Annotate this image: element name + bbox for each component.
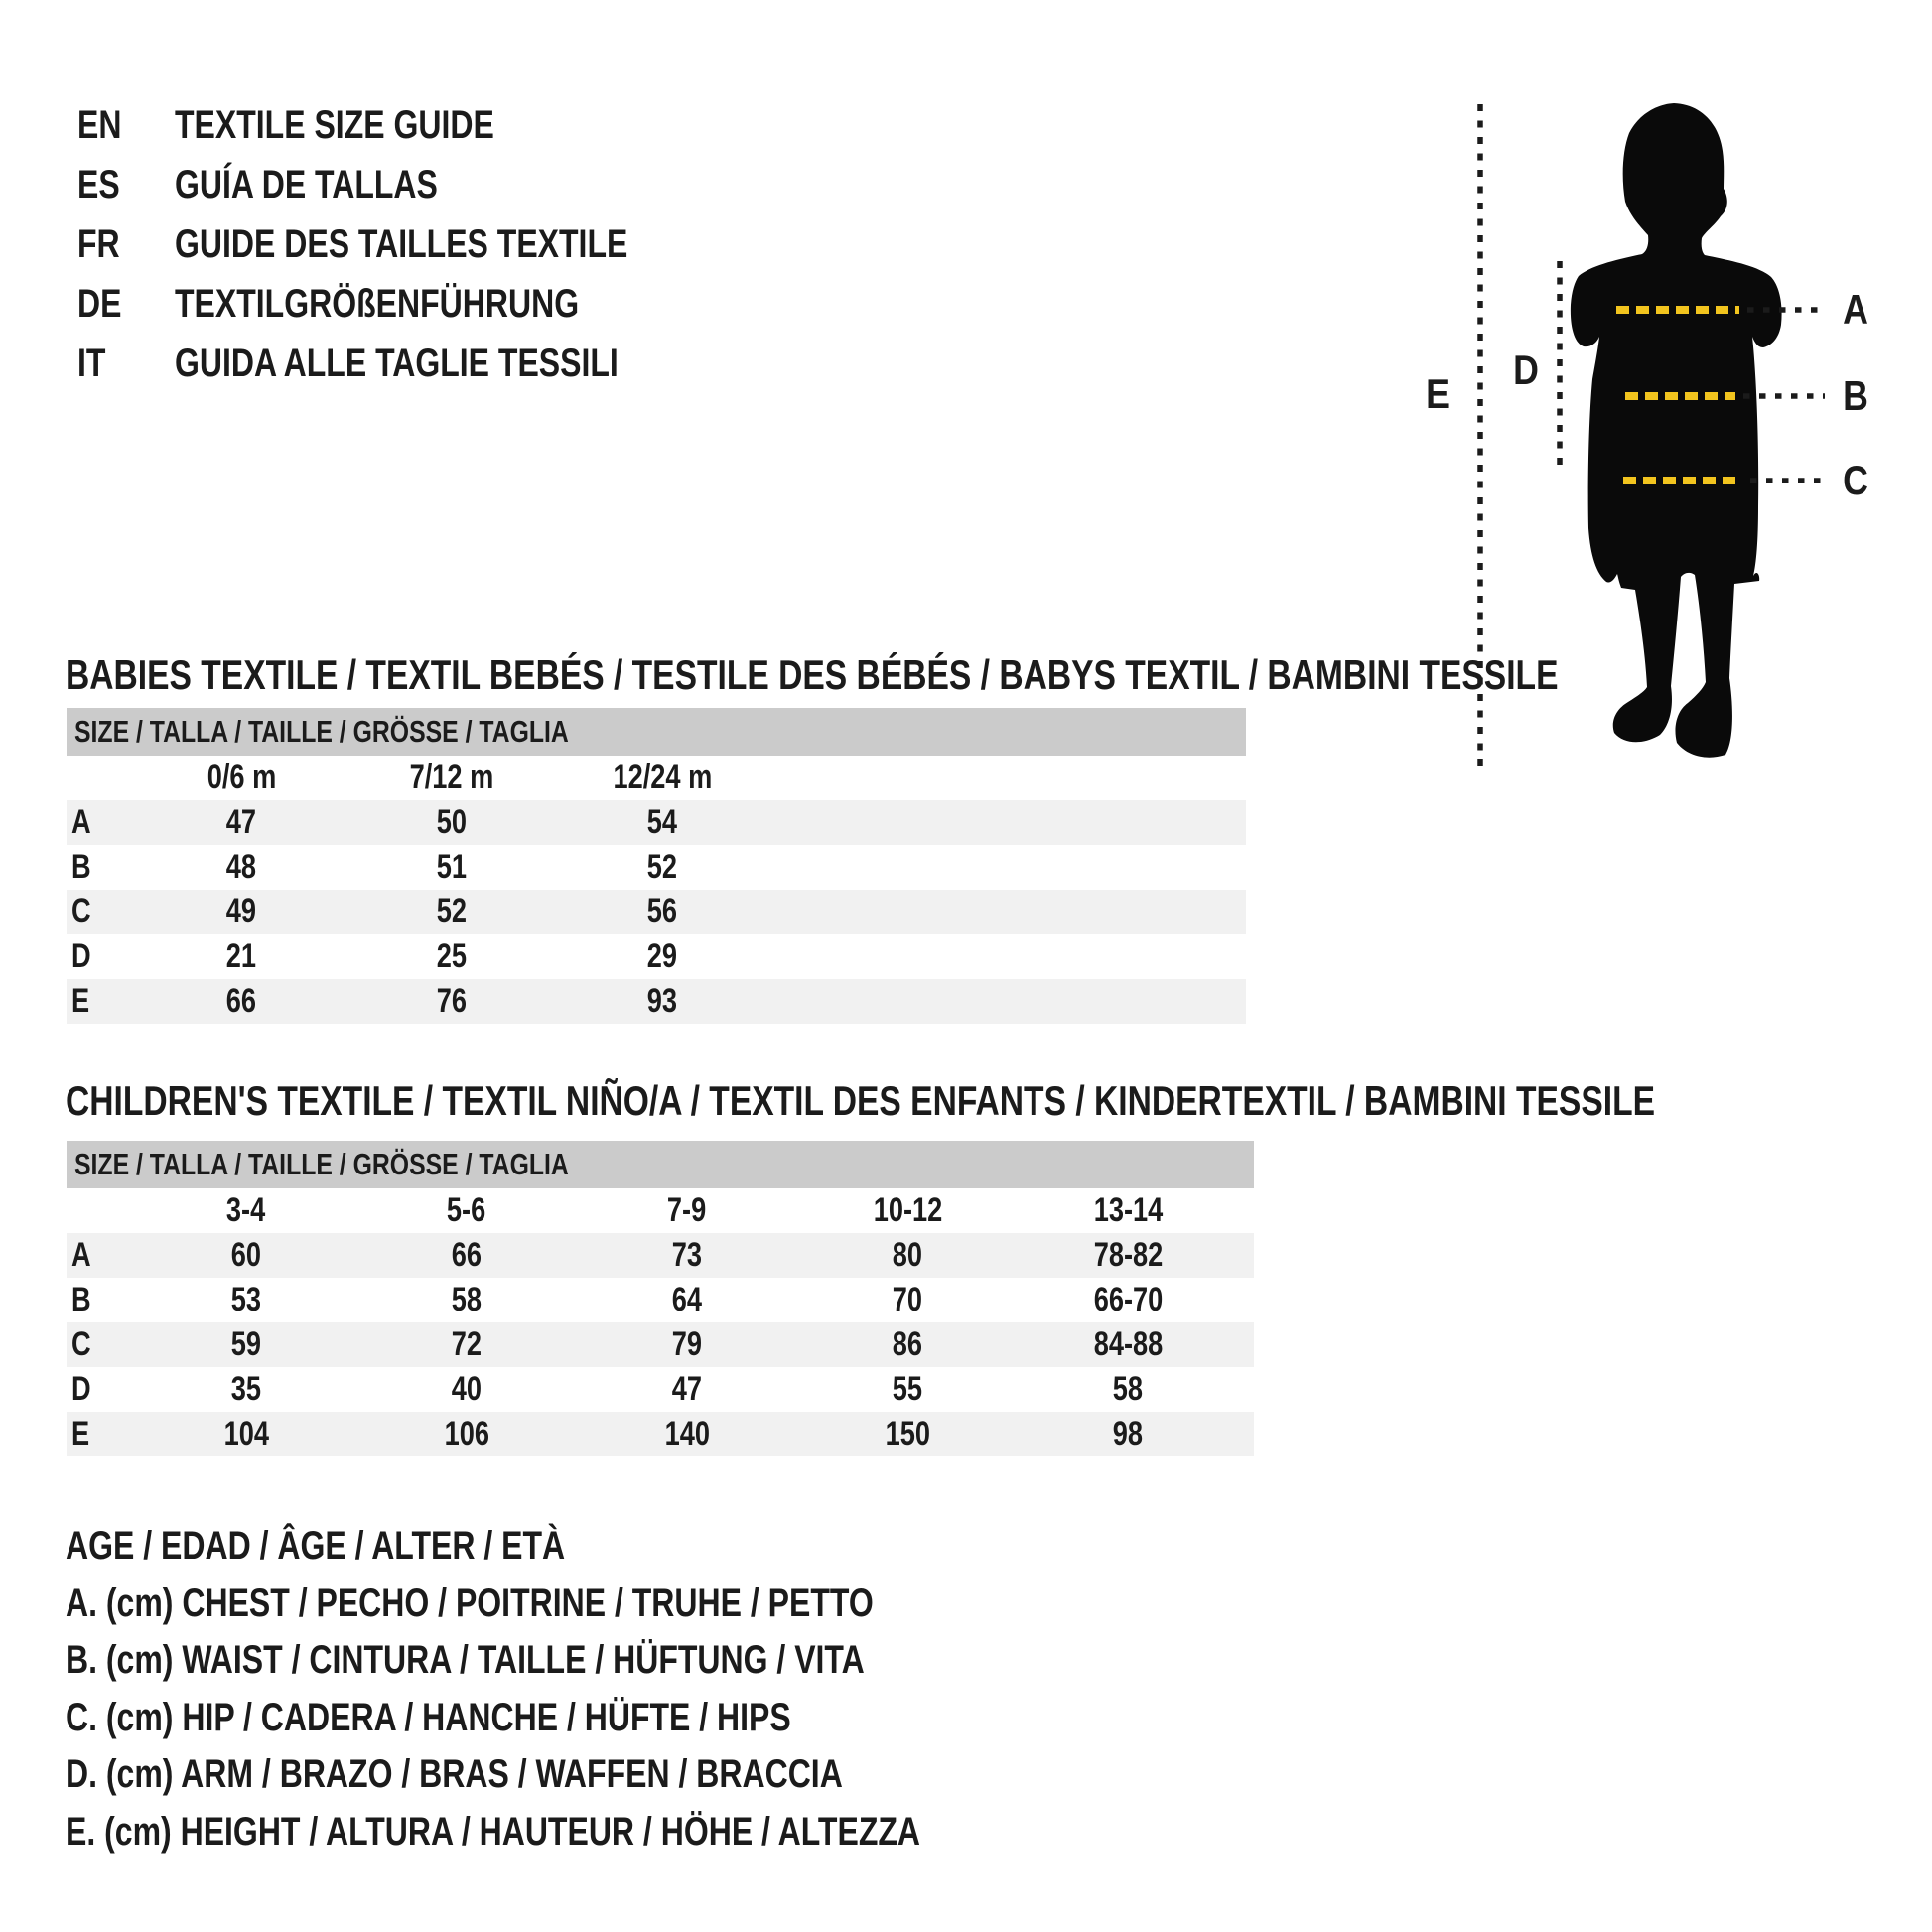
- size-cell: [356, 1415, 577, 1453]
- legend-line-text: AGE / EDAD / ÂGE / ALTER / ETÀ: [66, 1524, 566, 1569]
- row-label: [67, 1281, 136, 1319]
- size-cell: [1018, 1415, 1238, 1453]
- size-cell-value: 86: [892, 1325, 923, 1363]
- size-cell: [557, 848, 767, 887]
- size-cell: [346, 937, 557, 976]
- column-header-text: 7/12 m: [409, 759, 494, 796]
- language-row: [77, 274, 741, 334]
- babies-section-heading-text: BABIES TEXTILE / TEXTIL BEBÉS / TESTILE DES BÉBÉS / BABYS TEXTIL / BAMBINI TESSILE: [66, 651, 1559, 698]
- language-code: [77, 342, 175, 386]
- row-label-text: C: [71, 893, 91, 930]
- row-label: [67, 1325, 136, 1364]
- size-cell: [346, 982, 557, 1021]
- table-row: [67, 1367, 1254, 1412]
- language-title-text: GUIDA ALLE TAGLIE TESSILI: [175, 341, 619, 385]
- size-cell: [557, 937, 767, 976]
- row-label-text: B: [71, 1281, 91, 1318]
- language-code-text: IT: [77, 341, 106, 385]
- size-cell-value: 64: [671, 1281, 703, 1318]
- children-size-table: [67, 1141, 1254, 1456]
- size-cell-value: 66-70: [1093, 1281, 1163, 1318]
- table-row: [67, 1412, 1254, 1456]
- size-cell-value: 140: [664, 1415, 710, 1452]
- size-cell: [136, 1236, 356, 1275]
- column-header-row: [67, 756, 1246, 800]
- size-cell: [797, 1281, 1018, 1319]
- size-cell: [356, 1281, 577, 1319]
- table-row: [67, 890, 1246, 934]
- size-cell-value: 78-82: [1093, 1236, 1163, 1274]
- size-cell-value: 59: [230, 1325, 262, 1363]
- row-label: [67, 893, 136, 931]
- babies-size-table: [67, 708, 1246, 1024]
- language-title: [175, 222, 741, 267]
- language-title-text: TEXTILGRÖßENFÜHRUNG: [175, 281, 580, 326]
- column-header-row: [67, 1188, 1254, 1233]
- row-label: [67, 982, 136, 1021]
- children-section-heading-text: CHILDREN'S TEXTILE / TEXTIL NIÑO/A / TEXTIL DES ENFANTS / KINDERTEXTIL / BAMBINI TESSILE: [66, 1077, 1656, 1124]
- size-cell: [136, 1325, 356, 1364]
- column-header: [136, 1191, 356, 1230]
- size-cell: [356, 1325, 577, 1364]
- column-header-text: 0/6 m: [207, 759, 276, 796]
- size-cell-value: 66: [451, 1236, 483, 1274]
- size-cell: [346, 848, 557, 887]
- language-row: [77, 155, 741, 214]
- language-code-text: FR: [77, 221, 120, 266]
- babies-section-heading: [66, 652, 1931, 698]
- size-cell: [356, 1370, 577, 1409]
- legend-line: [66, 1576, 1134, 1633]
- size-cell-value: 104: [223, 1415, 269, 1452]
- size-cell-value: 72: [451, 1325, 483, 1363]
- size-cell-value: 70: [892, 1281, 923, 1318]
- row-label: [67, 937, 136, 976]
- size-cell: [136, 1281, 356, 1319]
- language-title-text: GUIDE DES TAILLES TEXTILE: [175, 221, 628, 266]
- size-cell-value: 29: [646, 937, 678, 975]
- language-title: [175, 103, 574, 148]
- size-cell: [1018, 1236, 1238, 1275]
- row-label-text: A: [71, 1236, 91, 1274]
- size-cell-value: 40: [451, 1370, 483, 1408]
- row-label-text: E: [71, 1415, 90, 1452]
- marker-label-d: D: [1513, 346, 1539, 393]
- size-cell-value: 35: [230, 1370, 262, 1408]
- marker-label-e: E: [1426, 370, 1449, 417]
- size-cell-value: 150: [885, 1415, 930, 1452]
- table-row: [67, 1233, 1254, 1278]
- table-row: [67, 1278, 1254, 1322]
- row-label: [67, 1236, 136, 1275]
- size-cell: [136, 982, 346, 1021]
- table-row: [67, 800, 1246, 845]
- size-cell-value: 50: [436, 803, 468, 841]
- size-cell-value: 98: [1112, 1415, 1144, 1452]
- size-cell-value: 79: [671, 1325, 703, 1363]
- legend-line-text: B. (cm) WAIST / CINTURA / TAILLE / HÜFTUNG / VITA: [66, 1638, 865, 1683]
- row-label: [67, 1415, 136, 1453]
- row-label: [67, 848, 136, 887]
- size-header-label: SIZE / TALLA / TAILLE / GRÖSSE / TAGLIA: [74, 714, 569, 749]
- legend-line: [66, 1632, 1134, 1690]
- size-header-band: [67, 1141, 1254, 1188]
- legend-line: [66, 1518, 1134, 1576]
- column-header: [1018, 1191, 1238, 1230]
- language-row: [77, 334, 741, 393]
- language-title: [175, 163, 503, 207]
- size-cell: [557, 982, 767, 1021]
- size-cell: [1018, 1281, 1238, 1319]
- column-header: [557, 759, 767, 797]
- size-cell: [1018, 1325, 1238, 1364]
- column-header: [797, 1191, 1018, 1230]
- size-cell: [577, 1325, 797, 1364]
- legend-line-text: A. (cm) CHEST / PECHO / POITRINE / TRUHE / PETTO: [66, 1581, 874, 1625]
- size-cell-value: 73: [671, 1236, 703, 1274]
- column-header: [356, 1191, 577, 1230]
- column-header: [346, 759, 557, 797]
- size-cell-value: 93: [646, 982, 678, 1020]
- size-cell-value: 53: [230, 1281, 262, 1318]
- language-code: [77, 282, 175, 327]
- children-section-heading: [66, 1078, 1932, 1124]
- column-header-text: 10-12: [873, 1191, 942, 1229]
- size-cell: [346, 803, 557, 842]
- size-cell: [136, 937, 346, 976]
- size-cell: [577, 1281, 797, 1319]
- table-row: [67, 934, 1246, 979]
- row-label-text: D: [71, 1370, 91, 1408]
- size-cell: [797, 1325, 1018, 1364]
- size-cell: [346, 893, 557, 931]
- size-cell-value: 60: [230, 1236, 262, 1274]
- size-cell: [136, 848, 346, 887]
- size-cell-value: 84-88: [1093, 1325, 1163, 1363]
- row-label-text: C: [71, 1325, 91, 1363]
- table-body: [67, 756, 1246, 1024]
- language-code-text: ES: [77, 162, 120, 207]
- table-row: [67, 979, 1246, 1024]
- legend-line: [66, 1804, 1134, 1862]
- marker-label-c: C: [1843, 457, 1868, 503]
- row-label-text: B: [71, 848, 91, 886]
- marker-label-b: B: [1843, 372, 1868, 419]
- size-cell-value: 25: [436, 937, 468, 975]
- size-cell-value: 66: [225, 982, 257, 1020]
- size-cell: [136, 893, 346, 931]
- table-row: [67, 845, 1246, 890]
- size-cell-value: 58: [451, 1281, 483, 1318]
- language-title-text: GUÍA DE TALLAS: [175, 162, 438, 207]
- child-silhouette-figure: [1420, 60, 1932, 814]
- table-row: [67, 1322, 1254, 1367]
- legend-line: [66, 1746, 1134, 1804]
- size-cell-value: 21: [225, 937, 257, 975]
- size-cell: [797, 1236, 1018, 1275]
- size-cell-value: 47: [225, 803, 257, 841]
- size-cell: [136, 1415, 356, 1453]
- language-code-text: DE: [77, 281, 122, 326]
- language-row: [77, 95, 741, 155]
- column-header-text: 5-6: [447, 1191, 486, 1229]
- language-title: [175, 342, 730, 386]
- table-body: [67, 1188, 1254, 1456]
- column-header-text: 12/24 m: [613, 759, 712, 796]
- language-code: [77, 103, 175, 148]
- row-label-text: A: [71, 803, 91, 841]
- marker-label-a: A: [1843, 286, 1868, 333]
- size-cell: [136, 803, 346, 842]
- size-cell-value: 52: [436, 893, 468, 930]
- language-code-text: EN: [77, 102, 122, 147]
- size-cell-value: 80: [892, 1236, 923, 1274]
- legend-line-text: D. (cm) ARM / BRAZO / BRAS / WAFFEN / BRACCIA: [66, 1752, 843, 1797]
- size-cell-value: 76: [436, 982, 468, 1020]
- size-cell: [557, 803, 767, 842]
- column-header-text: 7-9: [667, 1191, 707, 1229]
- row-label-text: D: [71, 937, 91, 975]
- size-cell-value: 47: [671, 1370, 703, 1408]
- legend-line-text: C. (cm) HIP / CADERA / HANCHE / HÜFTE / HIPS: [66, 1695, 791, 1739]
- language-code: [77, 163, 175, 207]
- size-cell: [136, 1370, 356, 1409]
- size-cell-value: 55: [892, 1370, 923, 1408]
- size-cell-value: 56: [646, 893, 678, 930]
- language-code: [77, 222, 175, 267]
- language-title-list: [77, 95, 741, 393]
- size-cell: [1018, 1370, 1238, 1409]
- size-cell-value: 48: [225, 848, 257, 886]
- size-cell-value: 106: [444, 1415, 489, 1452]
- column-header-text: 3-4: [226, 1191, 266, 1229]
- size-header-label: SIZE / TALLA / TAILLE / GRÖSSE / TAGLIA: [74, 1147, 569, 1181]
- size-cell-value: 58: [1112, 1370, 1144, 1408]
- column-header: [136, 759, 346, 797]
- column-header-text: 13-14: [1093, 1191, 1163, 1229]
- size-cell-value: 49: [225, 893, 257, 930]
- row-label: [67, 803, 136, 842]
- language-title-text: TEXTILE SIZE GUIDE: [175, 102, 494, 147]
- size-cell: [577, 1236, 797, 1275]
- row-label: [67, 1370, 136, 1409]
- size-cell: [577, 1415, 797, 1453]
- measurement-legend: [66, 1518, 1134, 1861]
- legend-line-text: E. (cm) HEIGHT / ALTURA / HAUTEUR / HÖHE / ALTEZZA: [66, 1809, 921, 1854]
- row-label-text: E: [71, 982, 90, 1020]
- legend-line: [66, 1690, 1134, 1747]
- language-title: [175, 282, 680, 327]
- size-cell-value: 54: [646, 803, 678, 841]
- size-cell: [577, 1370, 797, 1409]
- language-row: [77, 214, 741, 274]
- size-cell: [797, 1415, 1018, 1453]
- size-cell: [356, 1236, 577, 1275]
- size-cell: [797, 1370, 1018, 1409]
- size-header-band: [67, 708, 1246, 756]
- column-header: [577, 1191, 797, 1230]
- size-cell: [557, 893, 767, 931]
- size-cell-value: 51: [436, 848, 468, 886]
- size-cell-value: 52: [646, 848, 678, 886]
